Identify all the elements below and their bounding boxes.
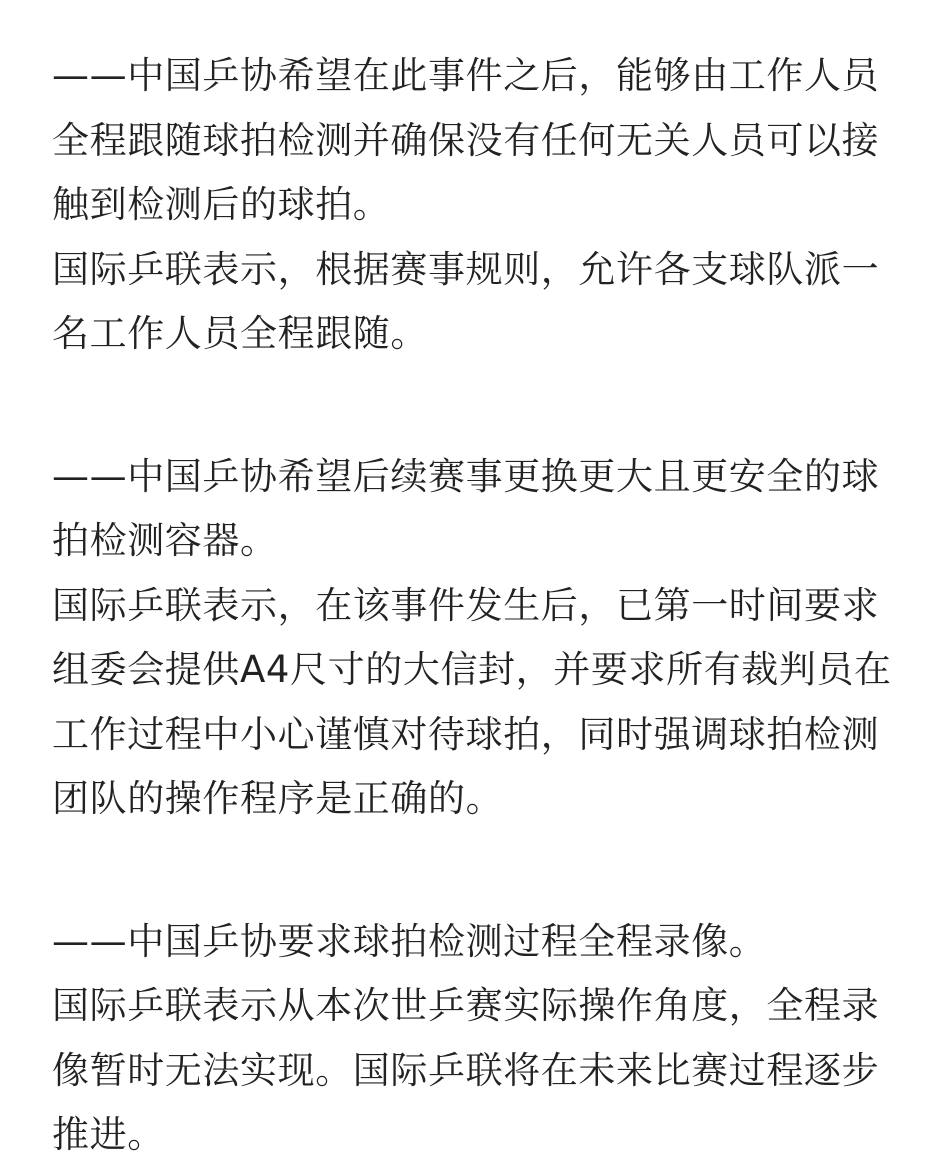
cttta-request-2: ——中国乒协希望后续赛事更换更大且更安全的球拍检测容器。 (52, 454, 880, 562)
section-spacer (52, 832, 902, 910)
ittf-response-3: 国际乒联表示从本次世乒赛实际操作角度，全程录像暂时无法实现。国际乒联将在未来比赛过程逐步推进。 (52, 984, 880, 1156)
ittf-response-1: 国际乒联表示，根据赛事规则，允许各支球队派一名工作人员全程跟随。 (52, 247, 880, 355)
section-2 (52, 445, 902, 832)
section-3 (52, 910, 902, 1168)
cttta-request-3: ——中国乒协要求球拍检测过程全程录像。 (52, 919, 767, 963)
section-spacer (52, 367, 902, 445)
article-body (52, 44, 902, 1168)
ittf-response-2: 国际乒联表示，在该事件发生后，已第一时间要求组委会提供A4尺寸的大信封，并要求所有裁判员在工作过程中小心谨慎对待球拍，同时强调球拍检测团队的操作程序是正确的。 (52, 583, 892, 820)
cttta-request-1: ——中国乒协希望在此事件之后，能够由工作人员全程跟随球拍检测并确保没有任何无关人员可以接触到检测后的球拍。 (52, 54, 880, 226)
section-1 (52, 44, 902, 367)
